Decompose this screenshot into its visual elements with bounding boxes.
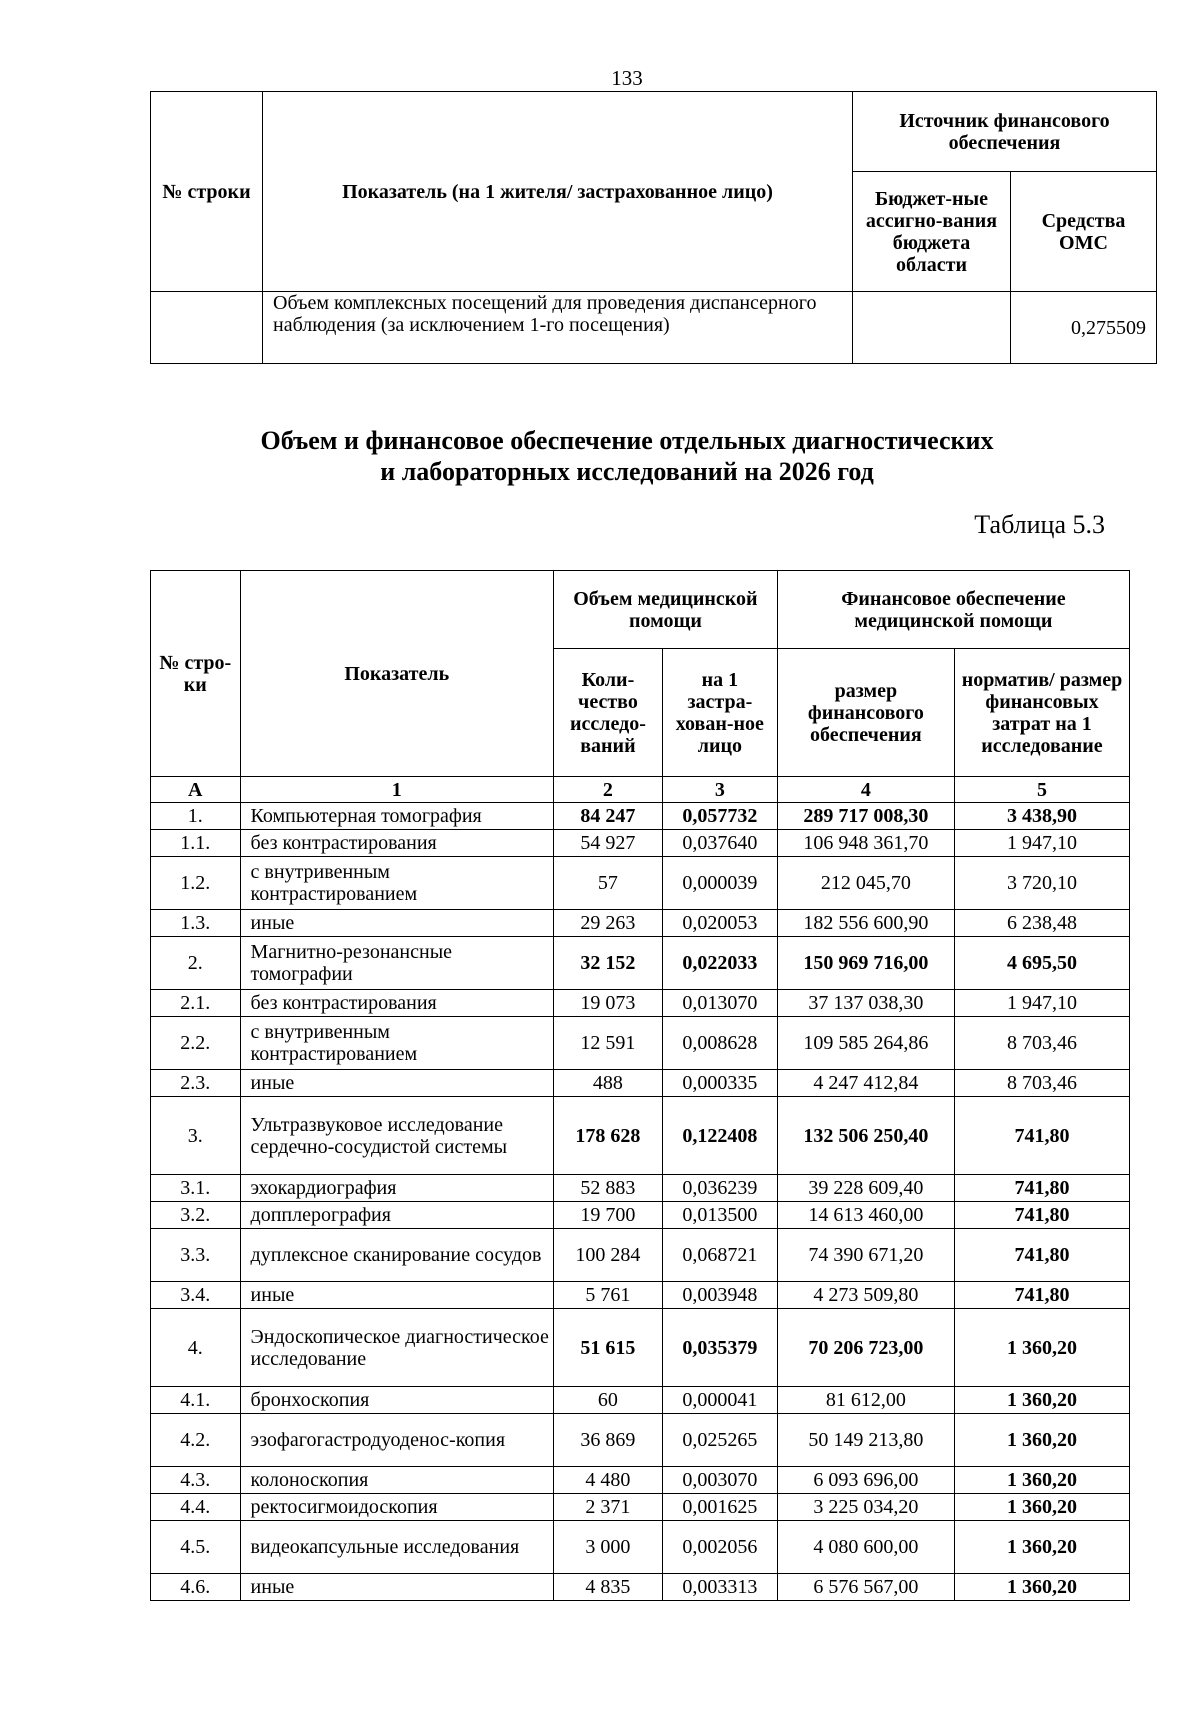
table-row [151, 910, 1130, 937]
cell-row-no: 4.4. [151, 1494, 241, 1521]
cell-normative: 1 360,20 [954, 1494, 1129, 1521]
cell-label: эхокардиография [240, 1175, 553, 1202]
cell-count: 19 700 [553, 1202, 662, 1229]
cell-finance: 39 228 609,40 [777, 1175, 954, 1202]
header-finance-size: размер финансового обеспечения [777, 649, 954, 777]
header-oms: Средства ОМС [1011, 172, 1157, 292]
cell-finance: 4 080 600,00 [777, 1521, 954, 1574]
header-budget: Бюджет-ные ассигно-вания бюджета области [853, 172, 1011, 292]
index-cell: 2 [553, 777, 662, 803]
table-row [151, 1467, 1130, 1494]
cell-row-no: 4.3. [151, 1467, 241, 1494]
cell-count: 32 152 [553, 937, 662, 990]
cell-per-insured: 0,000041 [662, 1387, 777, 1414]
cell-finance: 50 149 213,80 [777, 1414, 954, 1467]
cell-normative: 1 360,20 [954, 1467, 1129, 1494]
cell-label: иные [240, 910, 553, 937]
cell-finance: 182 556 600,90 [777, 910, 954, 937]
cell-count: 60 [553, 1387, 662, 1414]
header-indicator: Показатель [240, 571, 553, 777]
table-row [151, 830, 1130, 857]
section-title [0, 425, 1200, 487]
cell-count: 3 000 [553, 1521, 662, 1574]
table-row [151, 1097, 1130, 1175]
cell-row-no: 2.2. [151, 1017, 241, 1070]
cell-label: без контрастирования [240, 990, 553, 1017]
cell-per-insured: 0,008628 [662, 1017, 777, 1070]
table-row [151, 1494, 1130, 1521]
cell-row-no: 1. [151, 803, 241, 830]
cell-per-insured: 0,037640 [662, 830, 777, 857]
table-row [151, 1202, 1130, 1229]
cell-count: 84 247 [553, 803, 662, 830]
cell-per-insured: 0,020053 [662, 910, 777, 937]
cell-normative: 8 703,46 [954, 1070, 1129, 1097]
cell-count: 36 869 [553, 1414, 662, 1467]
cell-finance: 74 390 671,20 [777, 1229, 954, 1282]
previous-table [150, 91, 1157, 364]
row-budget-cell [853, 292, 1011, 364]
cell-label: Магнитно-резонансные томографии [240, 937, 553, 990]
cell-label: Эндоскопическое диагностическое исследование [240, 1309, 553, 1387]
cell-per-insured: 0,013070 [662, 990, 777, 1017]
cell-normative: 1 360,20 [954, 1574, 1129, 1601]
cell-normative: 3 438,90 [954, 803, 1129, 830]
cell-count: 4 835 [553, 1574, 662, 1601]
cell-normative: 1 360,20 [954, 1309, 1129, 1387]
cell-normative: 1 360,20 [954, 1521, 1129, 1574]
row-no-cell [151, 292, 263, 364]
cell-finance: 109 585 264,86 [777, 1017, 954, 1070]
table-row [151, 1175, 1130, 1202]
cell-row-no: 2. [151, 937, 241, 990]
cell-per-insured: 0,001625 [662, 1494, 777, 1521]
cell-row-no: 4.6. [151, 1574, 241, 1601]
cell-finance: 6 093 696,00 [777, 1467, 954, 1494]
cell-per-insured: 0,000039 [662, 857, 777, 910]
main-table [150, 570, 1130, 1601]
cell-count: 52 883 [553, 1175, 662, 1202]
cell-per-insured: 0,022033 [662, 937, 777, 990]
row-label-cell: Объем комплексных посещений для проведения диспансерного наблюдения (за исключением 1-го посещения) [263, 292, 853, 364]
table-label: Таблица 5.3 [974, 510, 1105, 539]
cell-label: Компьютерная томография [240, 803, 553, 830]
cell-label: иные [240, 1282, 553, 1309]
header-row-no: № стро-ки [151, 571, 241, 777]
cell-row-no: 4. [151, 1309, 241, 1387]
cell-count: 100 284 [553, 1229, 662, 1282]
cell-row-no: 2.1. [151, 990, 241, 1017]
cell-label: колоноскопия [240, 1467, 553, 1494]
cell-label: иные [240, 1070, 553, 1097]
table-row [151, 937, 1130, 990]
cell-label: дуплексное сканирование сосудов [240, 1229, 553, 1282]
table-row [151, 1414, 1130, 1467]
cell-per-insured: 0,036239 [662, 1175, 777, 1202]
cell-row-no: 1.1. [151, 830, 241, 857]
cell-label: с внутривенным контрастированием [240, 1017, 553, 1070]
cell-row-no: 3.2. [151, 1202, 241, 1229]
table-row [151, 1282, 1130, 1309]
index-cell: А [151, 777, 241, 803]
table-row [151, 1309, 1130, 1387]
cell-count: 488 [553, 1070, 662, 1097]
index-cell: 4 [777, 777, 954, 803]
index-cell: 1 [240, 777, 553, 803]
table-row [151, 803, 1130, 830]
cell-per-insured: 0,057732 [662, 803, 777, 830]
cell-count: 51 615 [553, 1309, 662, 1387]
cell-per-insured: 0,003313 [662, 1574, 777, 1601]
cell-normative: 741,80 [954, 1229, 1129, 1282]
cell-label: допплерография [240, 1202, 553, 1229]
cell-normative: 741,80 [954, 1282, 1129, 1309]
cell-finance: 132 506 250,40 [777, 1097, 954, 1175]
cell-count: 54 927 [553, 830, 662, 857]
cell-row-no: 1.2. [151, 857, 241, 910]
table-row [151, 1017, 1130, 1070]
cell-count: 178 628 [553, 1097, 662, 1175]
cell-label: ректосигмоидоскопия [240, 1494, 553, 1521]
table-row [151, 1387, 1130, 1414]
table-row [151, 1574, 1130, 1601]
cell-normative: 8 703,46 [954, 1017, 1129, 1070]
cell-count: 57 [553, 857, 662, 910]
cell-count: 4 480 [553, 1467, 662, 1494]
cell-normative: 1 360,20 [954, 1387, 1129, 1414]
cell-finance: 37 137 038,30 [777, 990, 954, 1017]
cell-normative: 1 360,20 [954, 1414, 1129, 1467]
table-row [151, 1521, 1130, 1574]
cell-normative: 741,80 [954, 1175, 1129, 1202]
cell-row-no: 4.5. [151, 1521, 241, 1574]
cell-normative: 741,80 [954, 1097, 1129, 1175]
cell-label: Ультразвуковое исследование сердечно-сосудистой системы [240, 1097, 553, 1175]
cell-count: 2 371 [553, 1494, 662, 1521]
cell-count: 19 073 [553, 990, 662, 1017]
header-volume-group: Объем медицинской помощи [553, 571, 777, 649]
cell-label: без контрастирования [240, 830, 553, 857]
header-finance-source: Источник финансового обеспечения [853, 92, 1157, 172]
cell-per-insured: 0,003948 [662, 1282, 777, 1309]
cell-normative: 6 238,48 [954, 910, 1129, 937]
table-row [151, 1229, 1130, 1282]
cell-normative: 1 947,10 [954, 990, 1129, 1017]
section-title-line-1: Объем и финансовое обеспечение отдельных диагностических [260, 426, 994, 455]
cell-finance: 70 206 723,00 [777, 1309, 954, 1387]
cell-count: 29 263 [553, 910, 662, 937]
cell-per-insured: 0,002056 [662, 1521, 777, 1574]
table-row [151, 990, 1130, 1017]
header-count: Коли-чество исследо-ваний [553, 649, 662, 777]
cell-finance: 212 045,70 [777, 857, 954, 910]
cell-per-insured: 0,122408 [662, 1097, 777, 1175]
cell-finance: 289 717 008,30 [777, 803, 954, 830]
cell-row-no: 3.1. [151, 1175, 241, 1202]
cell-per-insured: 0,003070 [662, 1467, 777, 1494]
cell-row-no: 1.3. [151, 910, 241, 937]
section-title-line-2: и лабораторных исследований на 2026 год [380, 457, 874, 486]
cell-per-insured: 0,025265 [662, 1414, 777, 1467]
cell-row-no: 3. [151, 1097, 241, 1175]
cell-count: 5 761 [553, 1282, 662, 1309]
cell-label: иные [240, 1574, 553, 1601]
header-row-no: № строки [151, 92, 263, 292]
index-cell: 5 [954, 777, 1129, 803]
cell-per-insured: 0,013500 [662, 1202, 777, 1229]
cell-finance: 81 612,00 [777, 1387, 954, 1414]
cell-normative: 741,80 [954, 1202, 1129, 1229]
page-number: 133 [611, 66, 643, 90]
cell-per-insured: 0,035379 [662, 1309, 777, 1387]
cell-per-insured: 0,068721 [662, 1229, 777, 1282]
cell-normative: 1 947,10 [954, 830, 1129, 857]
cell-row-no: 4.2. [151, 1414, 241, 1467]
cell-label: эзофагогастродуоденос-копия [240, 1414, 553, 1467]
cell-finance: 4 247 412,84 [777, 1070, 954, 1097]
cell-finance: 4 273 509,80 [777, 1282, 954, 1309]
header-finance-group: Финансовое обеспечение медицинской помощи [777, 571, 1129, 649]
table-row [151, 857, 1130, 910]
cell-finance: 150 969 716,00 [777, 937, 954, 990]
cell-count: 12 591 [553, 1017, 662, 1070]
row-oms-cell: 0,275509 [1011, 292, 1157, 364]
cell-per-insured: 0,000335 [662, 1070, 777, 1097]
cell-label: с внутривенным контрастированием [240, 857, 553, 910]
cell-normative: 3 720,10 [954, 857, 1129, 910]
table-row [151, 1070, 1130, 1097]
cell-row-no: 3.4. [151, 1282, 241, 1309]
cell-normative: 4 695,50 [954, 937, 1129, 990]
cell-label: бронхоскопия [240, 1387, 553, 1414]
cell-finance: 3 225 034,20 [777, 1494, 954, 1521]
cell-row-no: 4.1. [151, 1387, 241, 1414]
cell-finance: 6 576 567,00 [777, 1574, 954, 1601]
header-indicator: Показатель (на 1 жителя/ застрахованное лицо) [263, 92, 853, 292]
cell-finance: 106 948 361,70 [777, 830, 954, 857]
header-per-insured: на 1 застра-хован-ное лицо [662, 649, 777, 777]
cell-label: видеокапсульные исследования [240, 1521, 553, 1574]
cell-finance: 14 613 460,00 [777, 1202, 954, 1229]
cell-row-no: 3.3. [151, 1229, 241, 1282]
cell-row-no: 2.3. [151, 1070, 241, 1097]
header-normative: норматив/ размер финансовых затрат на 1 исследование [954, 649, 1129, 777]
index-cell: 3 [662, 777, 777, 803]
